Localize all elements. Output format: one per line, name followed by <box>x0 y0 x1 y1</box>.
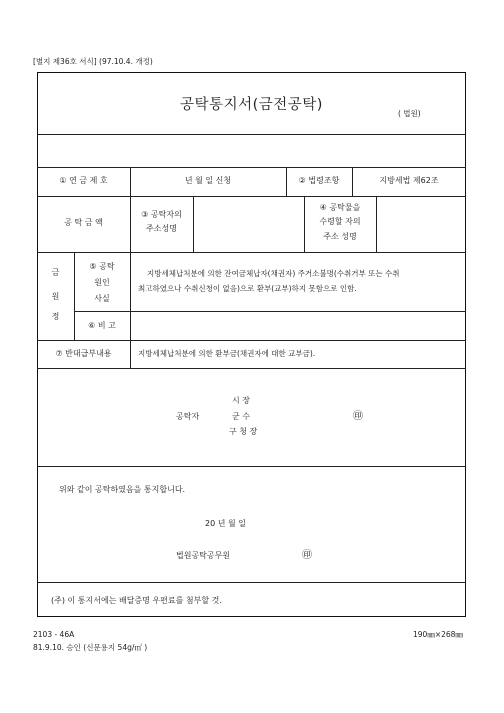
divider <box>37 134 466 135</box>
deposit-amount-label: 공 탁 금 액 <box>64 218 103 227</box>
signer-mayor: 시 장 <box>232 396 250 405</box>
column-line <box>376 196 377 252</box>
divider <box>37 252 466 253</box>
cause-text: 최고하였으나 수취신청이 없음)으로 환부(교부)하지 못함으로 인함. <box>138 284 357 293</box>
amount-side-label: 금 <box>51 268 60 277</box>
divider <box>37 368 466 369</box>
paper-size: 190㎜×268㎜ <box>413 630 463 639</box>
divider <box>37 167 466 168</box>
divider <box>37 196 466 197</box>
notice-date: 20 년 월 일 <box>205 519 246 528</box>
form-header-note: [별지 제36호 서식] (97.10.4. 개정) <box>33 57 153 66</box>
receiver-label: ④ 공탁물을 <box>319 203 361 212</box>
receiver-label: 주소 성명 <box>323 232 357 241</box>
court-officer: 법원공탁공무원 <box>176 551 231 560</box>
deposit-number-label: ① 연 금 제 호 <box>59 176 108 185</box>
seal-mark: ㊞ <box>302 550 312 561</box>
law-article-value: 지방세법 제62조 <box>379 176 439 185</box>
cause-text: 지방세체납처분에 의한 잔여금체납자(채권자) 주거소불명(수취거부 또는 수취 <box>147 269 400 278</box>
column-line <box>130 340 131 368</box>
divider <box>37 582 466 583</box>
form-title: 공탁통지서(금전공탁) <box>180 97 323 113</box>
cause-label: ⑤ 공탁 <box>89 262 115 271</box>
column-line <box>193 196 194 252</box>
counter-performance-label: ⑦ 반대급부내용 <box>55 349 112 358</box>
law-article-label: ② 법령조항 <box>298 176 340 185</box>
column-line <box>130 252 131 340</box>
receiver-label: 수령할 자의 <box>319 217 361 226</box>
divider <box>37 466 466 467</box>
divider <box>37 340 466 341</box>
divider <box>74 311 466 312</box>
court-field: ( 법원) <box>398 109 421 118</box>
footnote: (주) 이 통지서에는 배달증명 우편료를 첨부할 것. <box>51 596 222 605</box>
amount-side-label: 원 <box>51 292 60 301</box>
form-frame <box>37 72 466 617</box>
approval-note: 81.9.10. 승인 (신문용지 54g/㎡ ) <box>33 643 148 652</box>
depositor-label: 주소성명 <box>146 224 177 233</box>
remarks-label: ⑥ 비 고 <box>88 321 116 330</box>
cause-label: 원인 <box>94 278 110 287</box>
cause-label: 사실 <box>94 294 110 303</box>
seal-mark: ㊞ <box>353 411 363 422</box>
signer-depositor: 공탁자 <box>176 412 200 421</box>
notice-text: 위와 같이 공탁하였음을 통지합니다. <box>59 485 186 494</box>
signer-governor: 군 수 <box>232 412 250 421</box>
counter-performance-value: 지방세체납처분에 의한 환부금(채권자에 대한 교부금). <box>138 349 316 358</box>
application-date: 년 월 일 신청 <box>184 176 232 185</box>
amount-side-label: 정 <box>51 312 60 321</box>
signer-district: 구 청 장 <box>229 427 258 436</box>
form-number: 2103 - 46A <box>33 630 75 639</box>
depositor-label: ③ 공탁자의 <box>141 210 182 219</box>
